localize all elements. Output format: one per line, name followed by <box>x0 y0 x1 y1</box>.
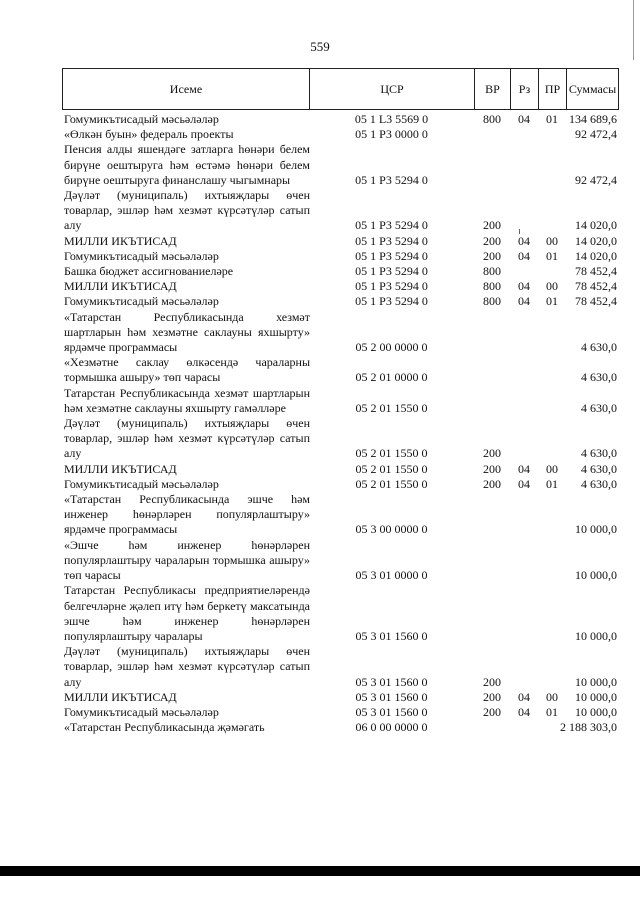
row-name: Татарстан Республикасы предприятиеләрендә белгечләрне җәлеп итү һәм беркетү максатында эшче һәм инженер һөнәрләрен популярлаштыру чаралары <box>64 583 310 643</box>
row-rz: 04 <box>518 461 530 476</box>
row-name: Дәүләт (муниципаль) ихтыяҗлары өчен товарлар, эшләр һәм хезмәт күрсәтүләр сатып алу <box>64 644 310 689</box>
row-sum: 92 472,4 <box>575 172 617 187</box>
row-name: Башка бюджет ассигнованиеләре <box>64 264 234 279</box>
margin-mark <box>519 229 520 234</box>
row-csr: 05 1 Р3 5294 0 <box>355 172 428 187</box>
row-pr: 01 <box>546 248 558 263</box>
row-sum: 78 452,4 <box>575 264 617 279</box>
row-csr: 05 1 Р3 5294 0 <box>355 294 428 309</box>
table-row <box>62 416 619 462</box>
row-sum: 4 630,0 <box>581 461 617 476</box>
row-name: Дәүләт (муниципаль) ихтыяҗлары өчен товарлар, эшләр һәм хезмәт күрсәтүләр сатып алу <box>64 416 310 461</box>
table-row <box>62 720 619 735</box>
table-row <box>62 279 619 294</box>
row-rz: 04 <box>518 476 530 491</box>
row-name: МИЛЛИ ИКЪТИСАД <box>64 279 177 294</box>
row-rz: 04 <box>518 689 530 704</box>
row-sum: 92 472,4 <box>575 127 617 142</box>
row-csr: 05 2 01 1550 0 <box>355 400 428 415</box>
row-name: «Татарстан Республикасында хезмәт шартларын һәм хезмәтне саклауны яхшырту» ярдәмче программасы <box>64 309 310 355</box>
row-sum: 4 630,0 <box>581 340 617 355</box>
row-csr: 05 3 00 0000 0 <box>355 522 428 537</box>
row-sum: 4 630,0 <box>581 370 617 385</box>
table-row <box>62 294 619 309</box>
row-csr: 05 1 L3 5569 0 <box>354 112 429 126</box>
row-sum: 4 630,0 <box>581 476 617 491</box>
header-sum: Суммасы <box>568 82 617 96</box>
page-number: 559 <box>310 39 330 54</box>
row-csr: 05 2 01 1550 0 <box>355 446 428 461</box>
row-pr: 00 <box>546 279 558 294</box>
row-vr: 800 <box>483 112 501 126</box>
row-csr: 05 3 01 1560 0 <box>355 689 428 704</box>
row-vr: 200 <box>483 248 501 263</box>
row-pr: 00 <box>546 233 558 248</box>
table-row <box>62 492 619 538</box>
row-name: Гомумикътисадый мәсьәләләр <box>64 476 219 491</box>
row-rz: 04 <box>518 704 530 719</box>
row-vr: 200 <box>483 704 501 719</box>
row-name: «Хезмәтне саклау өлкәсендә чараларны тормышка ашыру» төп чарасы <box>64 355 310 385</box>
row-sum: 14 020,0 <box>575 248 617 263</box>
row-rz: 04 <box>518 112 530 126</box>
row-name: «Өлкән буын» федераль проекты <box>64 127 234 142</box>
row-rz: 04 <box>518 233 530 248</box>
row-csr: 05 1 Р3 0000 0 <box>355 127 428 142</box>
row-sum: 78 452,4 <box>575 279 617 294</box>
row-pr: 01 <box>546 294 558 309</box>
row-csr: 05 1 Р3 5294 0 <box>355 218 428 233</box>
row-rz: 04 <box>518 279 530 294</box>
row-rz: 04 <box>518 248 530 263</box>
table-header <box>62 68 619 110</box>
row-sum: 14 020,0 <box>575 233 617 248</box>
row-sum: 10 000,0 <box>575 568 617 583</box>
table-row <box>62 705 619 720</box>
table-row <box>62 583 619 644</box>
header-rz: Рз <box>511 69 539 109</box>
table-row <box>62 690 619 705</box>
row-csr: 05 2 01 1550 0 <box>355 461 428 476</box>
row-csr: 05 3 01 1560 0 <box>355 704 428 719</box>
row-csr: 05 3 01 1560 0 <box>355 628 428 643</box>
row-rz: 04 <box>518 294 530 309</box>
row-name: Гомумикътисадый мәсьәләләр <box>64 112 219 126</box>
row-vr: 800 <box>483 264 501 279</box>
scan-footer-bar <box>0 866 640 876</box>
row-csr: 05 1 Р3 5294 0 <box>355 279 428 294</box>
table-row <box>62 142 619 188</box>
row-name: «Татарстан Республикасында эшче һәм инженер һөнәрләрен популярлаштыру» ярдәмче программасы <box>64 492 310 537</box>
row-sum: 2 188 303,0 <box>560 720 617 735</box>
row-name: Пенсия алды яшендәге затларга һөнәри белем бирүне оештыруга һәм өстәмә һөнәри белем бирүне оештыруга финанслашу чыгымнары <box>64 142 310 187</box>
table-row <box>62 538 619 584</box>
row-vr: 800 <box>483 279 501 294</box>
row-vr: 200 <box>483 674 501 689</box>
row-pr: 01 <box>546 112 558 126</box>
row-sum: 4 630,0 <box>581 446 617 461</box>
row-pr: 01 <box>546 476 558 491</box>
table-row <box>62 249 619 264</box>
row-vr: 200 <box>483 461 501 476</box>
row-csr: 05 3 01 1560 0 <box>355 674 428 689</box>
row-vr: 200 <box>483 218 501 233</box>
row-name: «Татарстан Республикасында җәмәгать <box>64 720 265 735</box>
table-row <box>62 112 619 127</box>
header-name: Исеме <box>63 69 310 109</box>
row-sum: 10 000,0 <box>575 704 617 719</box>
table-body <box>62 112 619 735</box>
row-sum: 134 689,6 <box>569 112 617 126</box>
table-row <box>62 355 619 385</box>
row-name: МИЛЛИ ИКЪТИСАД <box>64 233 177 248</box>
row-sum: 4 630,0 <box>581 400 617 415</box>
row-sum: 10 000,0 <box>575 522 617 537</box>
table-row <box>62 644 619 690</box>
row-vr: 200 <box>483 476 501 491</box>
row-sum: 10 000,0 <box>575 628 617 643</box>
row-pr: 01 <box>546 704 558 719</box>
row-pr: 00 <box>546 461 558 476</box>
row-csr: 05 1 Р3 5294 0 <box>355 264 428 279</box>
row-name: Гомумикътисадый мәсьәләләр <box>64 248 219 263</box>
row-sum: 10 000,0 <box>575 674 617 689</box>
row-sum: 14 020,0 <box>575 218 617 233</box>
table-row <box>62 386 619 416</box>
row-vr: 200 <box>483 233 501 248</box>
row-name: Гомумикътисадый мәсьәләләр <box>64 704 219 719</box>
row-name: Татарстан Республикасында хезмәт шартларын һәм хезмәтне саклауны яхшырту гамәлләре <box>64 385 310 415</box>
header-csr: ЦСР <box>310 69 475 109</box>
table-row <box>62 310 619 356</box>
table-row <box>62 264 619 279</box>
row-name: МИЛЛИ ИКЪТИСАД <box>64 689 177 704</box>
row-name: Дәүләт (муниципаль) ихтыяҗлары өчен товарлар, эшләр һәм хезмәт күрсәтүләр сатып алу <box>64 188 310 233</box>
table-row <box>62 462 619 477</box>
row-csr: 06 0 00 0000 0 <box>355 720 428 735</box>
table-row <box>62 234 619 249</box>
table-row <box>62 127 619 142</box>
row-vr: 200 <box>483 689 501 704</box>
row-csr: 05 2 00 0000 0 <box>355 340 428 355</box>
row-csr: 05 3 01 0000 0 <box>355 568 428 583</box>
table-row <box>62 477 619 492</box>
row-csr: 05 2 01 1550 0 <box>355 476 428 491</box>
row-name: «Эшче һәм инженер һөнәрләрен популярлаштыру чараларын тормышка ашыру» төп чарасы <box>64 537 310 583</box>
row-vr: 200 <box>483 446 501 461</box>
row-name: МИЛЛИ ИКЪТИСАД <box>64 461 177 476</box>
row-vr: 800 <box>483 294 501 309</box>
header-pr: ПР <box>539 69 567 109</box>
table-row <box>62 188 619 234</box>
row-name: Гомумикътисадый мәсьәләләр <box>64 294 219 309</box>
header-vr: ВР <box>475 69 511 109</box>
row-csr: 05 2 01 0000 0 <box>355 370 428 385</box>
row-sum: 10 000,0 <box>575 689 617 704</box>
row-csr: 05 1 Р3 5294 0 <box>355 233 428 248</box>
row-sum: 78 452,4 <box>575 294 617 309</box>
row-pr: 00 <box>546 689 558 704</box>
row-csr: 05 1 Р3 5294 0 <box>355 248 428 263</box>
right-edge-rule <box>633 0 634 60</box>
